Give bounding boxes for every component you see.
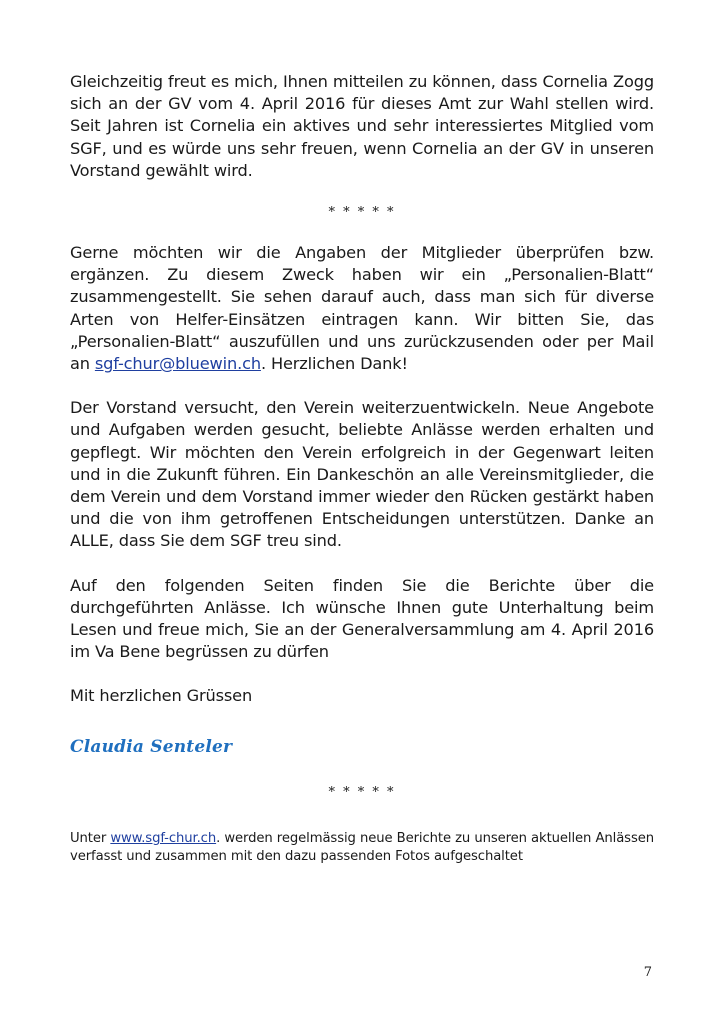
page-number: 7	[643, 965, 652, 980]
separator-stars-2: * * * * *	[328, 784, 396, 800]
email-link[interactable]: sgf-chur@bluewin.ch	[94, 354, 261, 374]
paragraph-personalien-end: . Herzlichen Dank!	[260, 354, 408, 374]
footnote	[70, 830, 654, 866]
signature: Claudia Senteler	[70, 736, 233, 757]
paragraph-vorstand: Der Vorstand versucht, den Verein weiterzuentwickeln. Neue Angebote und Aufgaben werden gesucht, beliebte Anlässe werden erhalten und gepflegt. Wir möchten den Verein erfolgreich in der Gegenwart leiten und in die Zukunft führen. Ein Dankeschön an alle Vereinsmitglieder, die dem Verein und dem Vorstand immer wieder den Rücken gestärkt haben und die von ihm getroffenen Entscheidungen unterstützen. Danke an ALLE, dass Sie dem SGF treu sind.	[70, 398, 654, 551]
paragraph-personalien	[70, 242, 654, 375]
paragraph-personalien-text: Gerne möchten wir die Angaben der Mitglieder überprüfen bzw. ergänzen. Zu diesem Zweck haben wir ein „Personalien-Blatt“ zusammengestellt. Sie sehen darauf auch, dass man sich für diverse Arten von Helfer-Einsätzen eintragen kann. Wir bitten Sie, das „Personalien-Blatt“ auszufüllen und uns zurückzusenden oder per Mail an	[70, 243, 654, 374]
separator-stars: * * * * *	[328, 205, 396, 221]
closing-greeting: Mit herzlichen Grüssen	[70, 686, 253, 706]
paragraph-berichte: Auf den folgenden Seiten finden Sie die Berichte über die durchgeführten Anlässe. Ich wünsche Ihnen gute Unterhaltung beim Lesen und freue mich, Sie an der Generalversammlung am 4. April 2016 im Va Bene begrüssen zu dürfen	[70, 575, 654, 662]
footnote-post: . werden regelmässig neue Berichte zu unseren aktuellen Anlässen verfasst und zusammen mit den dazu passenden Fotos aufgeschaltet	[70, 830, 654, 864]
paragraph-candidate: Gleichzeitig freut es mich, Ihnen mitteilen zu können, dass Cornelia Zogg sich an der GV vom 4. April 2016 für dieses Amt zur Wahl stellen wird. Seit Jahren ist Cornelia ein aktives und sehr interessiertes Mitglied vom SGF, und es würde uns sehr freuen, wenn Cornelia an der GV in unseren Vorstand gewählt wird.	[70, 72, 654, 180]
footnote-pre: Unter	[70, 830, 111, 846]
document-page	[70, 71, 654, 866]
website-link[interactable]: www.sgf-chur.ch	[110, 830, 217, 846]
